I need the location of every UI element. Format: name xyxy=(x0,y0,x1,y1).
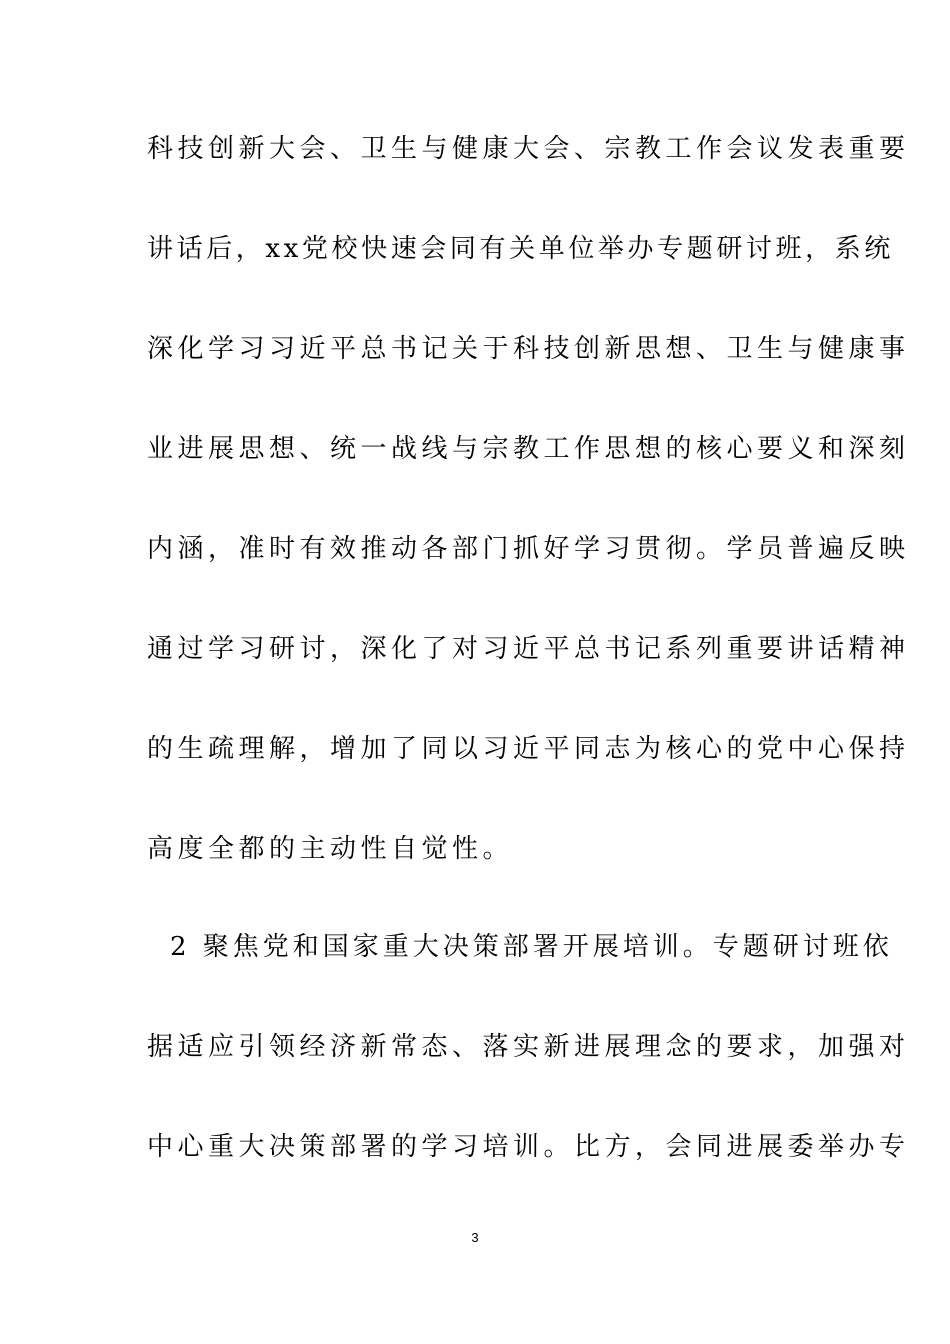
paragraph-line: 科技创新大会、卫生与健康大会、宗教工作会议发表重要 xyxy=(147,134,910,164)
paragraph-line: 高度全都的主动性自觉性。 xyxy=(147,834,514,864)
paragraph-line: 业进展思想、统一战线与宗教工作思想的核心要义和深刻 xyxy=(147,434,910,464)
paragraph-line: 内涵，准时有效推动各部门抓好学习贯彻。学员普遍反映 xyxy=(147,534,910,564)
paragraph-line: 据适应引领经济新常态、落实新进展理念的要求，加强对 xyxy=(147,1032,910,1062)
paragraph-line: 通过学习研讨，深化了对习近平总书记系列重要讲话精神 xyxy=(147,634,910,664)
paragraph-line: 讲话后，xx党校快速会同有关单位举办专题研讨班，系统 xyxy=(147,234,894,264)
section-heading-line: 2 聚焦党和国家重大决策部署开展培训。专题研讨班依 xyxy=(170,932,893,962)
page-number: 3 xyxy=(471,1230,479,1245)
paragraph-line: 中心重大决策部署的学习培训。比方，会同进展委举办专 xyxy=(147,1132,910,1162)
paragraph-line: 的生疏理解，增加了同以习近平同志为核心的党中心保持 xyxy=(147,734,910,764)
paragraph-line: 深化学习习近平总书记关于科技创新思想、卫生与健康事 xyxy=(147,334,910,364)
